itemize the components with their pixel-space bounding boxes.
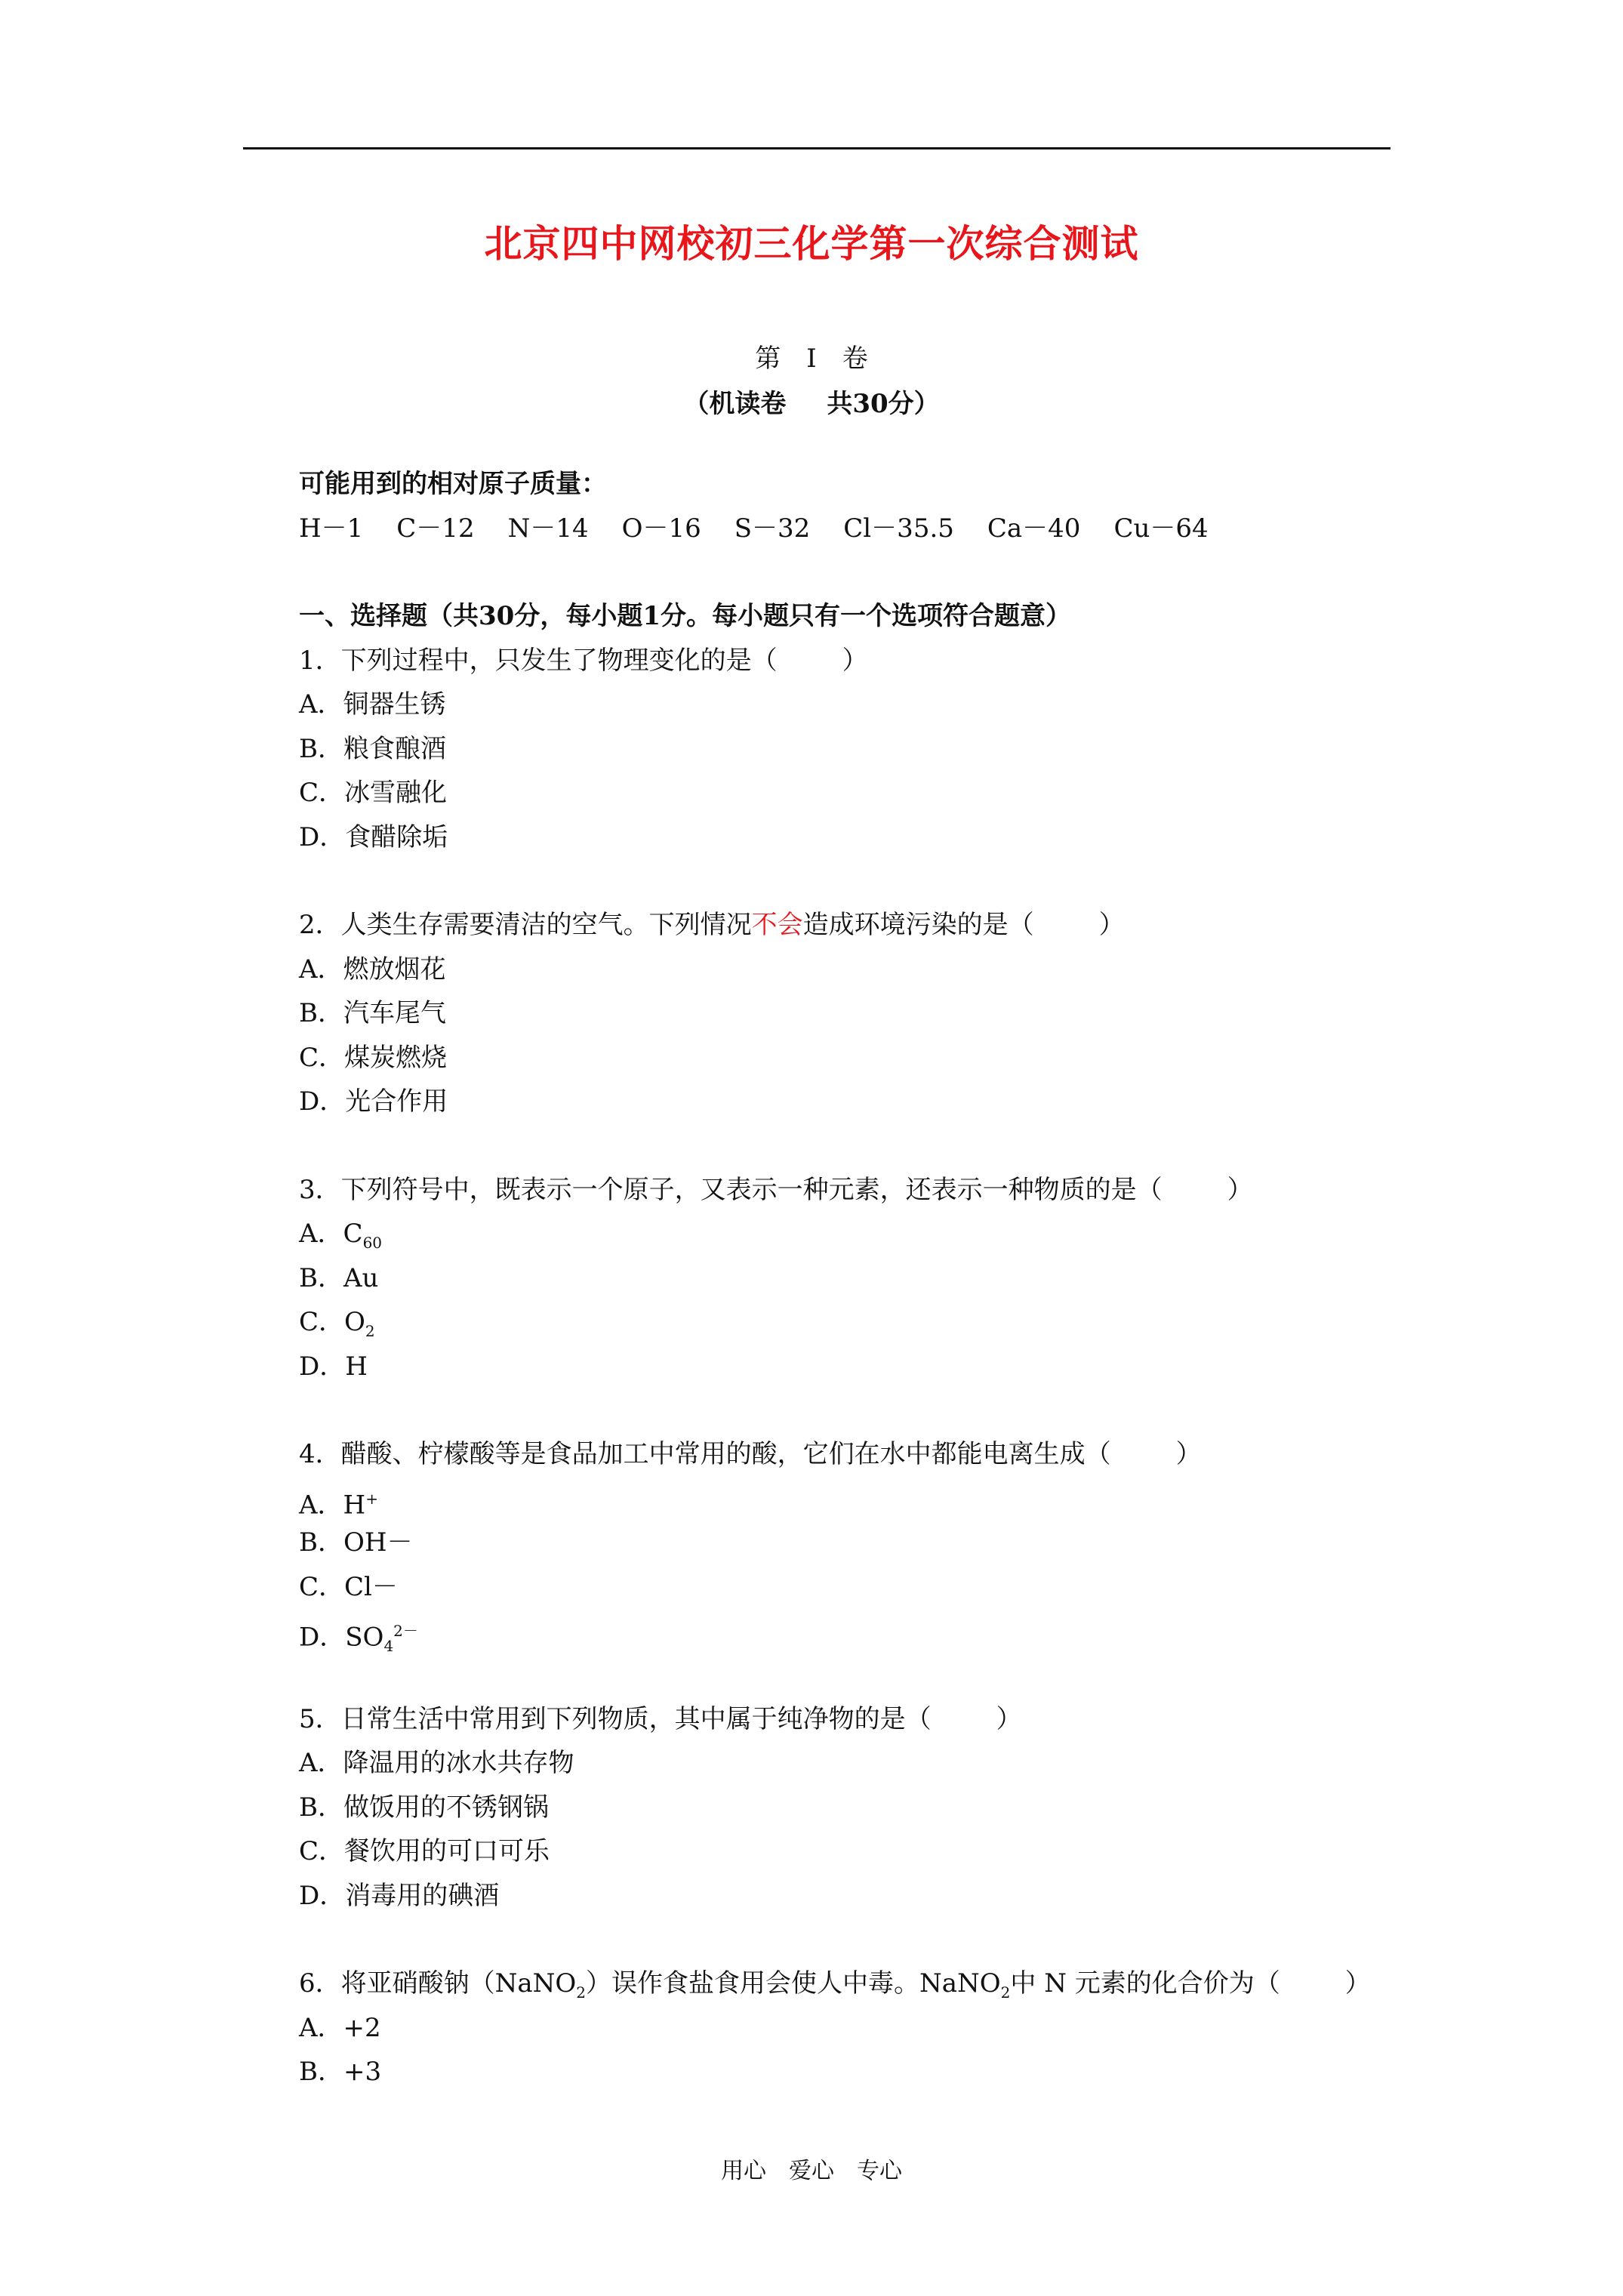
masses-heading: 可能用到的相对原子质量：: [299, 469, 607, 499]
question-stem: [299, 1432, 1401, 1477]
mass-item: O－16: [621, 513, 701, 544]
close-paren: ）: [1098, 910, 1125, 940]
option: [299, 1300, 1401, 1345]
option-label: B．Au: [299, 1262, 379, 1293]
part-label: 第 Ⅰ 卷: [755, 344, 868, 374]
mass-item: Ca－40: [987, 513, 1081, 544]
question-text: 3．下列符号中，既表示一个原子，又表示一种元素，还表示一种物质的是（: [299, 1174, 1163, 1205]
question-text: 中 N 元素的化合价为（: [1010, 1968, 1280, 1999]
header-rule: [243, 147, 1390, 149]
option-label: C．O: [299, 1307, 365, 1337]
subscript: 2: [576, 1983, 587, 2002]
question-text: 5．日常生活中常用到下列物质，其中属于纯净物的是（: [299, 1703, 932, 1734]
page-footer: 用心 爱心 专心: [721, 2158, 902, 2184]
question-text: 1．下列过程中，只发生了物理变化的是（: [299, 645, 778, 676]
option: [299, 1565, 1401, 1610]
mass-item: C－12: [396, 513, 475, 544]
close-paren: ）: [842, 645, 868, 676]
option: D．消毒用的碘酒: [299, 1880, 500, 1911]
part-subtitle-open: （机读卷: [683, 389, 787, 419]
subscript: 2: [365, 1321, 375, 1340]
option: A．铜器生锈: [299, 689, 446, 720]
option: B．汽车尾气: [299, 998, 446, 1028]
superscript: 2－: [393, 1622, 418, 1640]
option: [299, 1256, 1401, 1301]
atomic-masses: [299, 507, 1401, 551]
close-paren: ）: [1227, 1174, 1253, 1205]
mass-item: S－32: [734, 513, 811, 544]
close-paren: ）: [1175, 1439, 1202, 1469]
option: B．做饭用的不锈钢锅: [299, 1792, 549, 1823]
question-text: ）误作食盐食用会使人中毒。NaNO: [586, 1968, 1001, 1999]
option-label: A．H: [299, 1489, 366, 1520]
part-subtitle: [0, 383, 1623, 420]
mass-item: Cl－35.5: [843, 513, 954, 544]
option: B．+3: [299, 2057, 382, 2087]
option: D．光合作用: [299, 1086, 448, 1117]
part-subtitle-close: 共30分）: [827, 389, 940, 419]
subscript: 60: [362, 1233, 383, 1252]
option: [299, 1212, 1401, 1256]
exam-content: [299, 462, 1401, 2094]
question-stem: [299, 1168, 1401, 1213]
option-label: A．C: [299, 1219, 363, 1249]
mass-item: Cu－64: [1113, 513, 1209, 544]
option: D．食醋除垢: [299, 821, 448, 852]
option: [299, 1345, 1401, 1389]
question-text: 造成环境污染的是（: [802, 910, 1034, 940]
option: A．+2: [299, 2012, 381, 2043]
option-label: D．SO: [299, 1622, 384, 1653]
question-stem: [299, 903, 1401, 948]
option: [299, 1609, 1401, 1656]
option: A．降温用的冰水共存物: [299, 1748, 574, 1778]
superscript: +: [365, 1489, 378, 1508]
subscript: 2: [1000, 1983, 1011, 2002]
question-stem: [299, 639, 1401, 683]
option: C．煤炭燃烧: [299, 1042, 448, 1073]
option: A．燃放烟花: [299, 954, 446, 985]
mass-item: N－14: [507, 513, 589, 544]
question-text: 4．醋酸、柠檬酸等是食品加工中常用的酸，它们在水中都能电离生成（: [299, 1439, 1111, 1469]
option-label: C．Cl－: [299, 1571, 398, 1602]
section-heading: 一、选择题（共30分，每小题1分。每小题只有一个选项符合题意）: [299, 601, 1071, 631]
option-label: D．H: [299, 1351, 368, 1382]
close-paren: ）: [996, 1703, 1022, 1734]
option: B．粮食酿酒: [299, 733, 446, 764]
mass-item: H－1: [299, 513, 364, 544]
option: [299, 1477, 1401, 1521]
close-paren: ）: [1344, 1968, 1371, 1999]
question-text: 2．人类生存需要清洁的空气。下列情况: [299, 910, 752, 940]
question-text: 6．将亚硝酸钠（NaNO: [299, 1968, 577, 1999]
question-stem: [299, 1697, 1401, 1742]
subscript: 4: [383, 1637, 394, 1656]
question-stem: [299, 1962, 1401, 2006]
option: C．冰雪融化: [299, 778, 448, 808]
page-title: 北京四中网校初三化学第一次综合测试: [484, 221, 1139, 266]
option-label: B．OH－: [299, 1527, 413, 1558]
option: [299, 1521, 1401, 1565]
option: C．餐饮用的可口可乐: [299, 1836, 550, 1866]
emphasis-text: 不会: [751, 910, 803, 940]
